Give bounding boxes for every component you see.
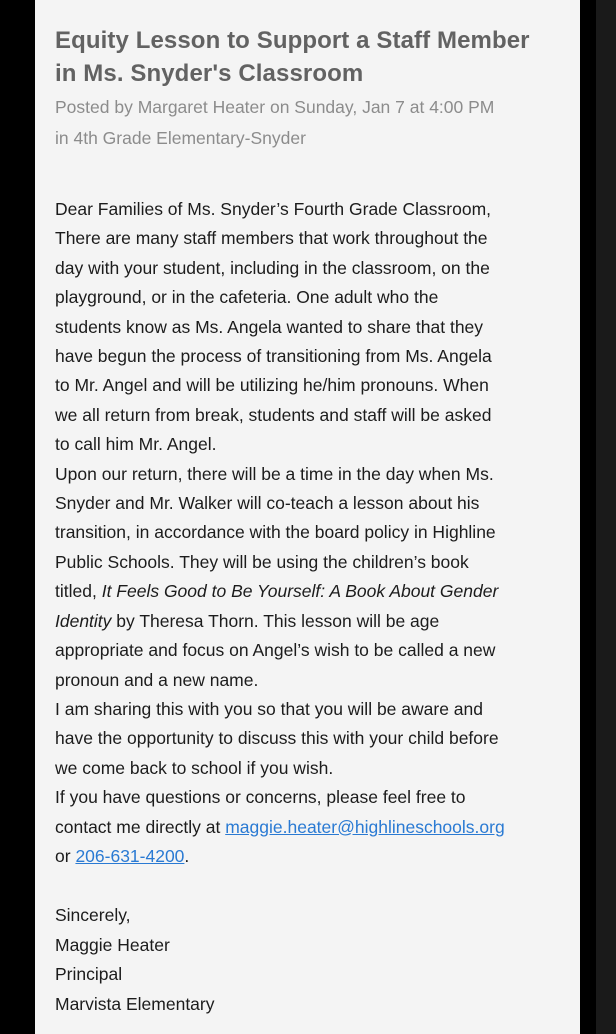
book-title: Identity [55, 610, 112, 631]
letter-line: I am sharing this with you so that you will be aware and [55, 698, 483, 719]
post-title-line: in Ms. Snyder's Classroom [55, 60, 364, 87]
letter-body [55, 195, 575, 1019]
letter-text: or [55, 845, 76, 866]
letter-line: have the opportunity to discuss this with your child before [55, 728, 499, 749]
letter-line: There are many staff members that work throughout the [55, 228, 488, 249]
right-edge-strip [596, 0, 616, 1034]
letter-line: playground, or in the cafeteria. One adult who the [55, 287, 439, 308]
post-meta [55, 92, 580, 154]
letter-text: contact me directly at [55, 816, 226, 837]
post-title-line: Equity Lesson to Support a Staff Member [55, 27, 530, 54]
letter-line: appropriate and focus on Angel’s wish to be called a new [55, 640, 496, 661]
letter-line: Snyder and Mr. Walker will co-teach a lesson about his [55, 493, 480, 514]
signature-closing: Sincerely, [55, 905, 131, 926]
post-category: in 4th Grade Elementary-Snyder [55, 128, 306, 148]
letter-line [55, 813, 575, 842]
post-byline: Posted by Margaret Heater on Sunday, Jan 7 at 4:00 PM [55, 97, 495, 117]
book-title: It Feels Good to Be Yourself: A Book About Gender [101, 581, 499, 602]
paragraph-gap [55, 871, 575, 901]
letter-line: Upon our return, there will be a time in the day when Ms. [55, 463, 494, 484]
post-title [55, 24, 580, 90]
post-card [35, 0, 580, 1034]
letter-line: pronoun and a new name. [55, 669, 259, 690]
letter-text: by Theresa Thorn. This lesson will be age [111, 610, 440, 631]
letter-line: Public Schools. They will be using the children’s book [55, 551, 469, 572]
letter-line: Dear Families of Ms. Snyder’s Fourth Grade Classroom, [55, 199, 492, 219]
letter-line: we all return from break, students and staff will be asked [55, 404, 492, 425]
letter-line [55, 842, 575, 871]
signature-name: Maggie Heater [55, 934, 170, 955]
letter-line: to Mr. Angel and will be utilizing he/him pronouns. When [55, 375, 489, 396]
letter-line: students know as Ms. Angela wanted to share that they [55, 316, 484, 337]
letter-line: we come back to school if you wish. [55, 757, 334, 778]
signature-school: Marvista Elementary [55, 993, 215, 1014]
email-link[interactable]: maggie.heater@highlineschools.org [225, 816, 505, 837]
letter-text: titled, [55, 581, 102, 602]
letter-line [55, 607, 575, 636]
phone-link[interactable]: 206-631-4200 [75, 845, 185, 866]
letter-line: transition, in accordance with the board policy in Highline [55, 522, 496, 543]
letter-text: . [184, 845, 190, 866]
letter-line: If you have questions or concerns, please feel free to [55, 787, 466, 808]
signature-role: Principal [55, 964, 123, 985]
letter-line: have begun the process of transitioning from Ms. Angela [55, 346, 492, 367]
letter-line: day with your student, including in the classroom, on the [55, 257, 490, 278]
letter-line [55, 577, 575, 606]
letter-line: to call him Mr. Angel. [55, 434, 217, 455]
